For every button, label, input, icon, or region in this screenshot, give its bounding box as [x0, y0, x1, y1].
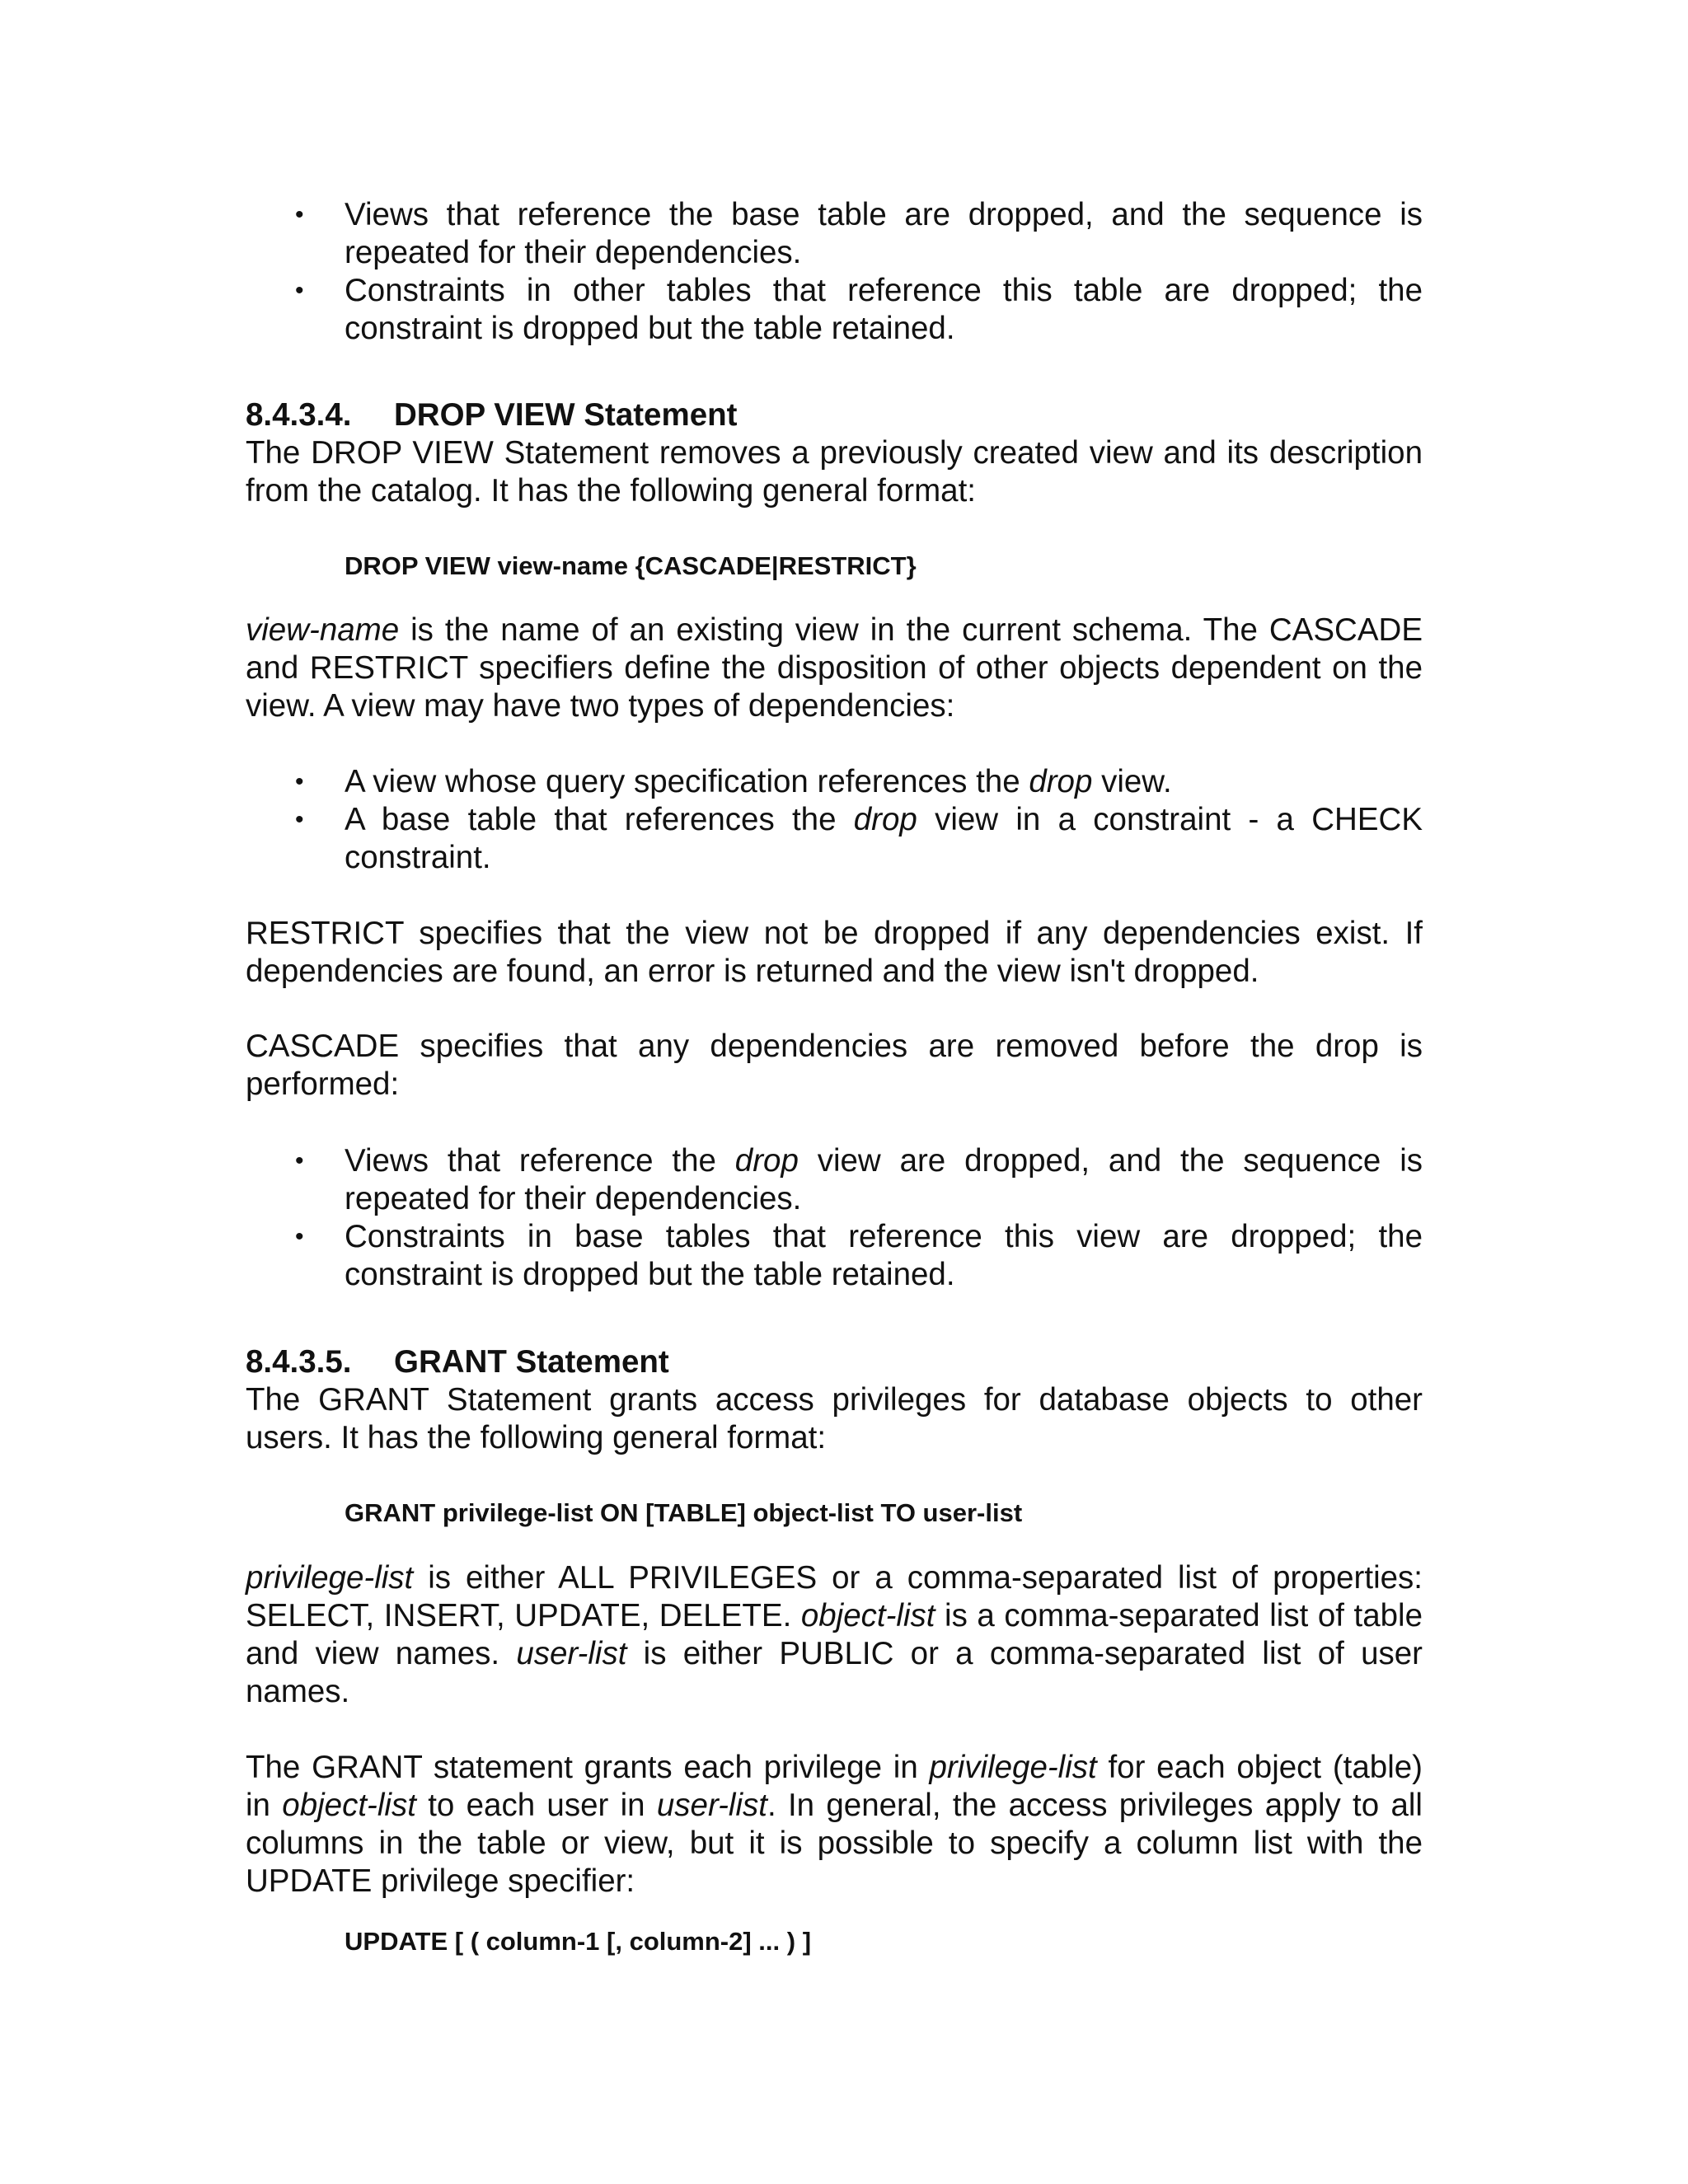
cascade-view-bullet-list	[246, 1142, 1423, 1294]
bullet-icon: •	[295, 1147, 304, 1174]
list-item: • Constraints in base tables that reference this view are dropped; the constraint is dropped but the table retained.	[295, 1219, 1423, 1292]
section-number: 8.4.3.5.	[246, 1344, 352, 1380]
dependency-bullet-list	[246, 763, 1423, 877]
cascade-table-bullet-list	[246, 196, 1423, 348]
bullet-icon: •	[295, 1223, 304, 1250]
section-number: 8.4.3.4.	[246, 397, 352, 433]
bullet-icon: •	[295, 768, 304, 795]
list-item: • A base table that references the drop view in a constraint - a CHECK constraint.	[295, 802, 1423, 875]
bullet-icon: •	[295, 277, 304, 304]
restrict-paragraph	[246, 915, 1423, 991]
paragraph: RESTRICT specifies that the view not be dropped if any dependencies exist. If dependencies are found, an error is returned and the view isn't dropped.	[246, 916, 1423, 989]
drop-view-syntax: DROP VIEW view-name {CASCADE|RESTRICT}	[345, 551, 917, 580]
update-syntax: UPDATE [ ( column-1 [, column-2] ... ) ]	[345, 1927, 812, 1956]
paragraph: privilege-list is either ALL PRIVILEGES or a comma-separated list of properties: SELECT, INSERT, UPDATE, DELETE. object-list is a comma-separated list of table and view names. user-list is either PUBLIC or a comma-separated list of user names.	[246, 1560, 1423, 1709]
cascade-paragraph	[246, 1028, 1423, 1104]
list-item: • Views that reference the drop view are dropped, and the sequence is repeated for their dependencies.	[295, 1143, 1423, 1216]
bullet-icon: •	[295, 201, 304, 228]
paragraph: The GRANT statement grants each privilege in privilege-list for each object (table) in object-list to each user in user-list. In general, the access privileges apply to all columns in the table or view, but it is possible to specify a column list with the UPDATE privilege specifier:	[246, 1750, 1423, 1899]
section-title: DROP VIEW Statement	[394, 397, 738, 433]
drop-view-section	[246, 396, 1423, 510]
paragraph: view-name is the name of an existing view in the current schema. The CASCADE and RESTRICT specifiers define the disposition of other objects dependent on the view. A view may have two types of dependencies:	[246, 612, 1423, 724]
bullet-icon: •	[295, 806, 304, 833]
section-heading	[246, 1343, 1423, 1381]
grant-semantics-paragraph	[246, 1749, 1423, 1900]
paragraph: The DROP VIEW Statement removes a previously created view and its description from the catalog. It has the following general format:	[246, 435, 1423, 509]
list-item: • Views that reference the base table are dropped, and the sequence is repeated for their dependencies.	[295, 197, 1423, 270]
section-heading	[246, 396, 1423, 434]
grant-syntax: GRANT privilege-list ON [TABLE] object-list TO user-list	[345, 1498, 1023, 1527]
paragraph: CASCADE specifies that any dependencies are removed before the drop is performed:	[246, 1029, 1423, 1102]
grant-terms-paragraph	[246, 1559, 1423, 1711]
list-item: • A view whose query specification references the drop view.	[295, 764, 1172, 799]
grant-section	[246, 1343, 1423, 1457]
section-title: GRANT Statement	[394, 1344, 669, 1380]
view-name-description	[246, 612, 1423, 725]
paragraph: The GRANT Statement grants access privileges for database objects to other users. It has the following general format:	[246, 1382, 1423, 1455]
term: view-name	[246, 612, 400, 648]
list-item: • Constraints in other tables that reference this table are dropped; the constraint is dropped but the table retained.	[295, 273, 1423, 346]
